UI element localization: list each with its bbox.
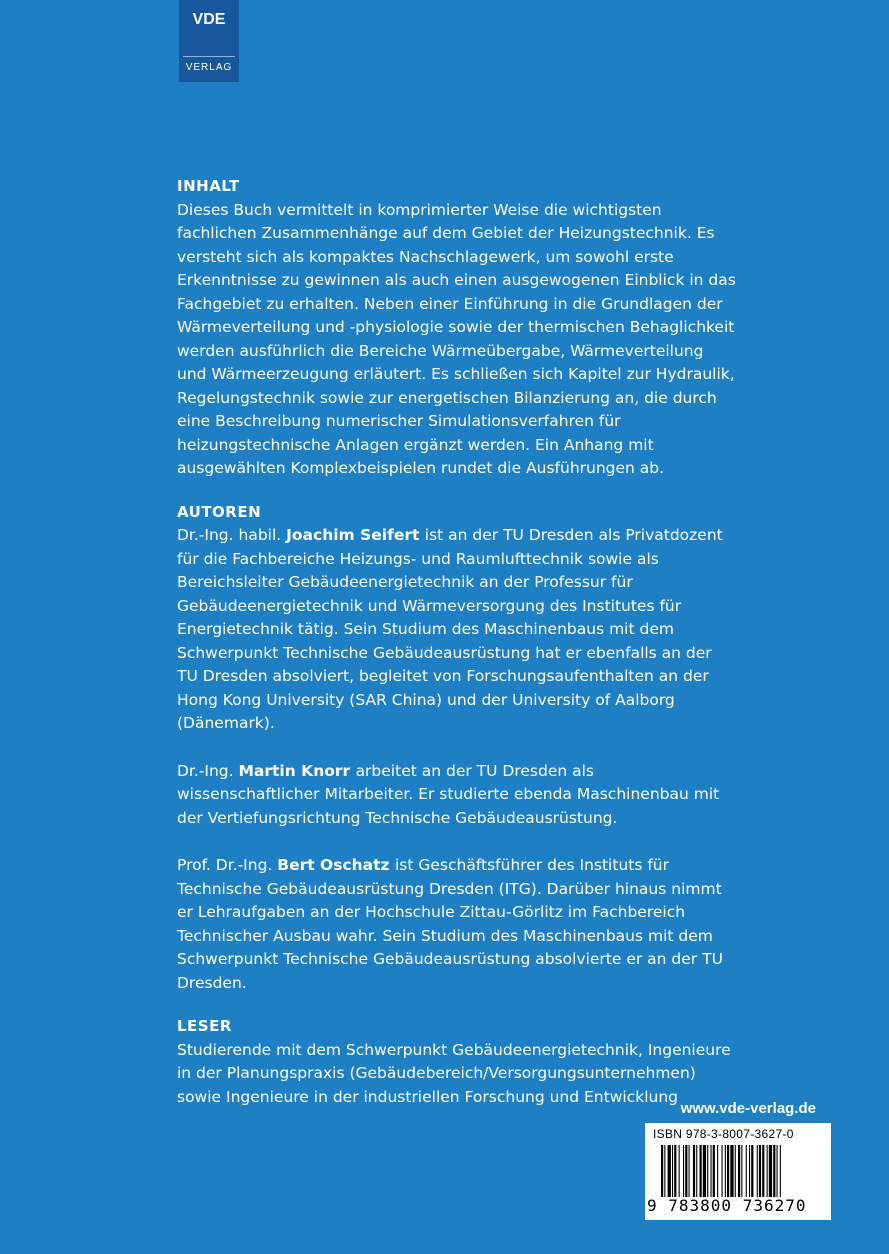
isbn-barcode: [645, 1123, 831, 1220]
isbn-label: ISBN 978-3-8007-3627-0: [653, 1127, 794, 1141]
barcode-bar: [741, 1145, 742, 1197]
barcode-bar: [664, 1145, 665, 1197]
barcode-bar: [661, 1145, 663, 1197]
barcode-bar: [679, 1145, 680, 1197]
barcode-bar: [749, 1145, 750, 1197]
barcode-bar: [685, 1145, 687, 1197]
author-name: Bert Oschatz: [277, 856, 395, 874]
barcode-bar: [738, 1145, 740, 1197]
author-name: Martin Knorr: [238, 761, 356, 780]
barcode-bar: [773, 1145, 775, 1197]
barcode-bar: [751, 1145, 753, 1197]
barcode-bar: [722, 1145, 723, 1197]
barcode-bar: [767, 1145, 768, 1197]
leser-body: Studierende mit dem Schwerpunkt Gebäudeenergietechnik, Ingenieure in der Planungspraxis (Gebäudebereich/Versorgungsunternehmen) sowie Ingenieure in der industriellen Forschung und Entwicklung: [177, 1040, 731, 1106]
author-bio: ist Geschäftsführer des Instituts für Technische Gebäudeausrüstung Dresden (ITG). Darüber hinaus nimmt er Lehraufgaben an der Hochschule Zittau-Görlitz im Fachbereich Technischer Ausbau wahr. Sein Studium des Maschinenbaus mit dem Schwerpunkt Technische Gebäudeausrüstung absolvierte er an der TU Dresden.: [177, 856, 723, 992]
back-cover-text: [177, 175, 737, 1129]
barcode-bar: [713, 1145, 715, 1197]
publisher-brand: VDE: [192, 11, 226, 28]
section-title-leser: LESER: [177, 1017, 232, 1035]
author-bio: arbeitet an der TU Dresden als wissenschaftlicher Mitarbeiter. Er studierte ebenda Maschinenbau mit der Vertiefungsrichtung Technische Gebäudeausrüstung.: [177, 761, 720, 827]
barcode-bars: [661, 1145, 817, 1197]
publisher-sub: VERLAG: [185, 62, 233, 73]
section-inhalt: [177, 175, 737, 481]
barcode-bar: [769, 1145, 772, 1197]
barcode-bar: [730, 1145, 733, 1197]
section-leser: [177, 1015, 737, 1109]
inhalt-body: Dieses Buch vermittelt in komprimierter Weise die wichtigsten fachlichen Zusammenhänge auf dem Gebiet der Heizungstechnik. Es versteht sich als kompaktes Nachschlagewerk, um sowohl erste Erkenntnisse zu gewinnen als auch einen ausgewogenen Einblick in das Fachgebiet zu erhalten. Neben einer Einführung in die Grundlagen der Wärmeverteilung und -physiologie sowie der thermischen Behaglichkeit werden ausführlich die Bereiche Wärmeübergabe, Wärmeverteilung und Wärmeerzeugung erläutert. Es schließen sich Kapitel zur Hydraulik, Regelungstechnik sowie zur energetischen Bilanzierung an, die durch eine Beschreibung numerischer Simulationsverfahren für heizungstechnische Anlagen ergänzt werden. Ein Anhang mit ausgewählten Komplexbeispielen rundet die Ausführungen ab.: [177, 200, 736, 477]
author-name: Joachim Seifert: [286, 526, 425, 544]
author-prefix: Prof. Dr.-Ing.: [177, 856, 278, 874]
barcode-bar: [707, 1145, 708, 1197]
barcode-bar: [762, 1145, 764, 1197]
barcode-bar: [672, 1145, 673, 1197]
barcode-bar: [777, 1145, 778, 1197]
logo-divider: [183, 56, 235, 57]
section-autoren: [177, 501, 737, 996]
barcode-bar: [746, 1145, 747, 1197]
barcode-bar: [674, 1145, 676, 1197]
barcode-bar: [703, 1145, 706, 1197]
author-paragraph: [177, 760, 737, 831]
author-prefix: Dr.-Ing.: [177, 761, 239, 780]
barcode-bar: [683, 1145, 684, 1197]
publisher-logo: [179, 0, 239, 82]
barcode-bar: [727, 1145, 729, 1197]
section-title-inhalt: INHALT: [177, 177, 240, 195]
barcode-bar: [725, 1145, 726, 1197]
barcode-bar: [689, 1145, 690, 1197]
barcode-bar: [696, 1145, 697, 1197]
author-bio: ist an der TU Dresden als Privatdozent für die Fachbereiche Heizungs- und Raumlufttechnik sowie als Bereichsleiter Gebäudeenergietechnik an der Professur für Gebäudeenergietechnik und Wärmeversorgung des Institutes für Energietechnik tätig. Sein Studium des Maschinenbaus mit dem Schwerpunkt Technische Gebäudeausrüstung hat er ebenfalls an der TU Dresden absolviert, begleitet von Forschungsaufenthalten an der Hong Kong University (SAR China) und der University of Aalborg (Dänemark).: [177, 526, 723, 732]
barcode-bar: [735, 1145, 736, 1197]
barcode-bar: [780, 1145, 781, 1197]
barcode-bar: [668, 1145, 671, 1197]
barcode-bar: [717, 1145, 718, 1197]
publisher-url[interactable]: www.vde-verlag.de: [680, 1100, 816, 1117]
barcode-digits: 9 783800 736270: [647, 1196, 807, 1215]
author-prefix: Dr.-Ing. habil.: [177, 526, 287, 544]
barcode-bar: [757, 1145, 758, 1197]
barcode-bar: [700, 1145, 702, 1197]
barcode-bar: [711, 1145, 712, 1197]
author-paragraph: [177, 854, 737, 995]
section-title-autoren: AUTOREN: [177, 502, 262, 521]
barcode-bar: [693, 1145, 695, 1197]
author-paragraph: [177, 524, 737, 736]
barcode-bar: [759, 1145, 761, 1197]
